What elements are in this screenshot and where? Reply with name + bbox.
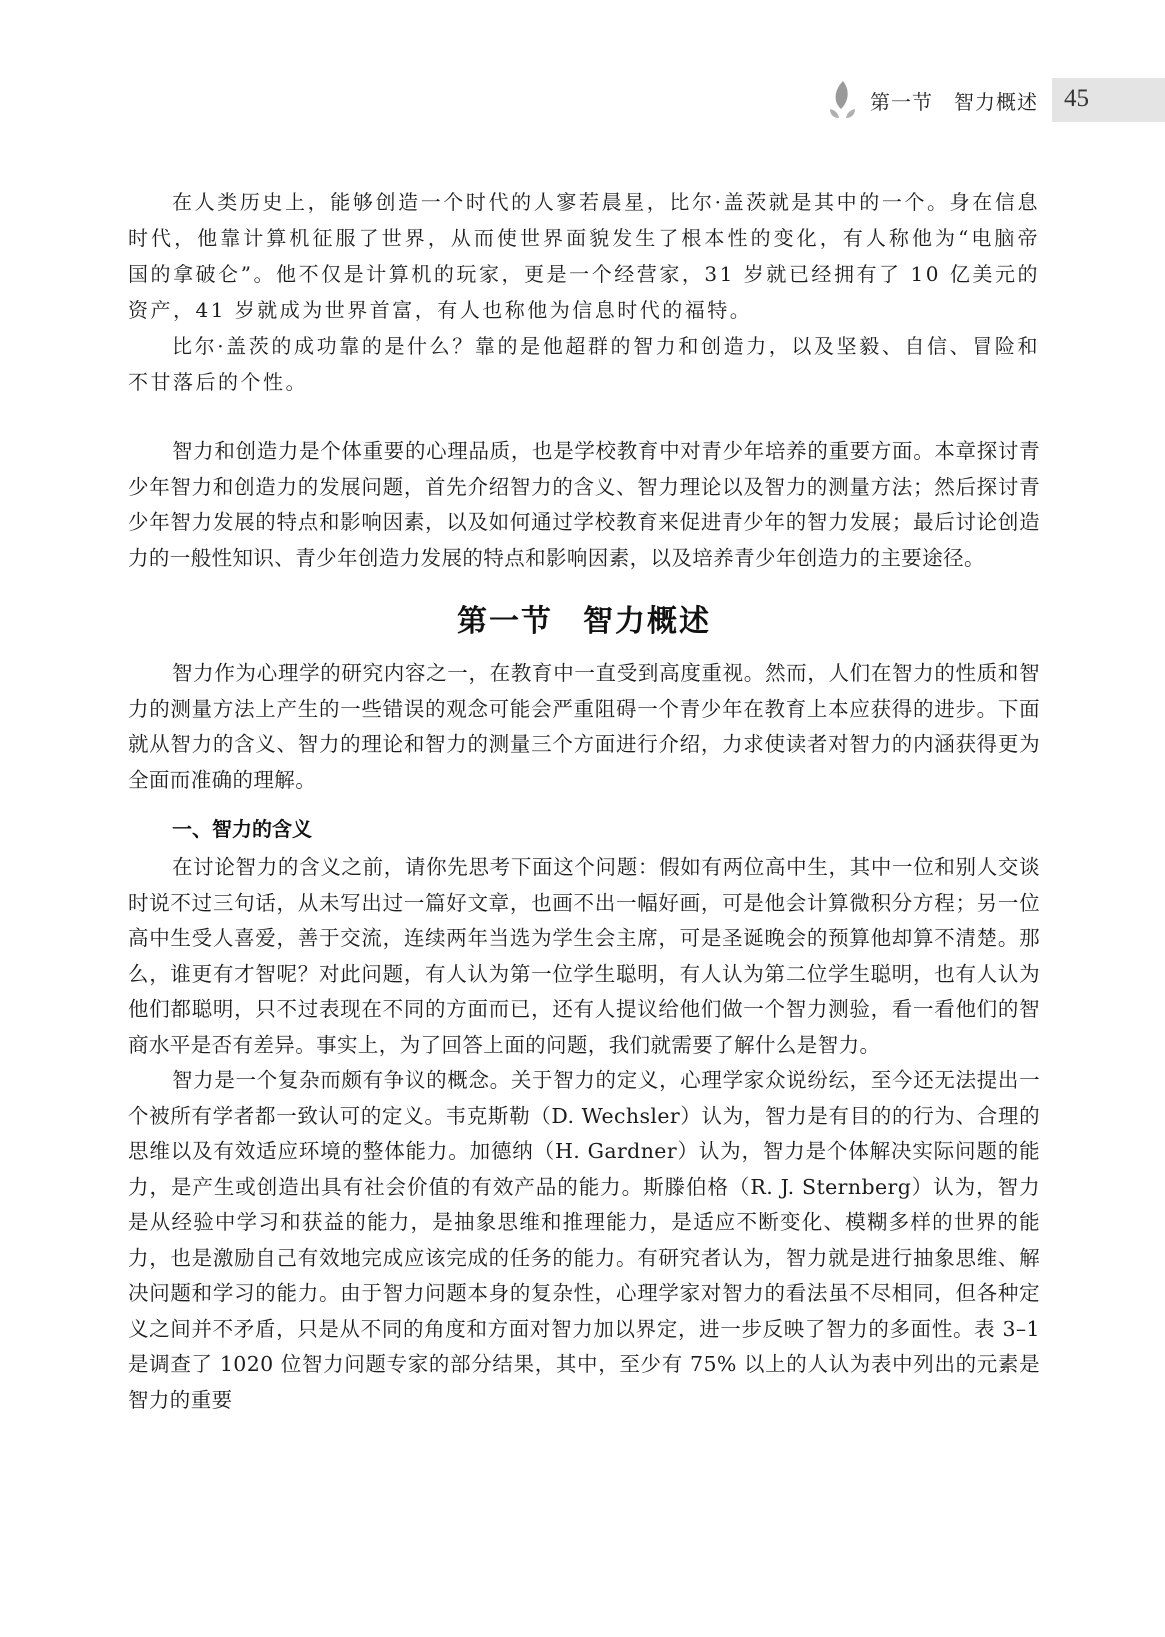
body-paragraph: 智力是一个复杂而颇有争议的概念。关于智力的定义，心理学家众说纷纭，至今还无法提出一个被所有学者都一致认可的定义。韦克斯勒（D. Wechsler）认为，智力是有目的的行为、合理的思维以及有效适应环境的整体能力。加德纳（H. Gardner）认为，智力是个体解决实际问题的能力，是产生或创造出具有社会价值的有效产品的能力。斯滕伯格（R. J. Sternberg）认为，智力是从经验中学习和获益的能力，是抽象思维和推理能力，是适应不断变化、模糊多样的世界的能力，也是激励自己有效地完成应该完成的任务的能力。有研究者认为，智力就是进行抽象思维、解决问题和学习的能力。由于智力问题本身的复杂性，心理学家对智力的看法虽不尽相同，但各种定义之间并不矛盾，只是从不同的角度和方面对智力加以界定，进一步反映了智力的多面性。表 3–1 是调查了 1020 位智力问题专家的部分结果，其中，至少有 75% 以上的人认为表中列出的元素是智力的重要	[128, 1068, 1040, 1412]
body-text	[128, 184, 1040, 1418]
subsection-heading: 一、智力的含义	[172, 817, 312, 841]
page-number-box	[1052, 78, 1165, 122]
intro-story-paragraph: 在人类历史上，能够创造一个时代的人寥若晨星，比尔·盖茨就是其中的一个。身在信息时代，他靠计算机征服了世界，从而使世界面貌发生了根本性的变化，有人称他为“电脑帝国的拿破仑”。他不仅是计算机的玩家，更是一个经营家，31 岁就已经拥有了 10 亿美元的资产，41 岁就成为世界首富，有人也称他为信息时代的福特。	[128, 190, 1040, 322]
section-intro-paragraph: 智力作为心理学的研究内容之一，在教育中一直受到高度重视。然而，人们在智力的性质和智力的测量方法上产生的一些错误的观念可能会严重阻碍一个青少年在教育上本应获得的进步。下面就从智力的含义、智力的理论和智力的测量三个方面进行介绍，力求使读者对智力的内涵获得更为全面而准确的理解。	[128, 661, 1040, 792]
running-header-title: 第一节 智力概述	[870, 90, 1038, 114]
leaf-icon	[824, 78, 860, 122]
body-paragraph: 在讨论智力的含义之前，请你先思考下面这个问题：假如有两位高中生，其中一位和别人交谈时说不过三句话，从未写出过一篇好文章，也画不出一幅好画，可是他会计算微积分方程；另一位高中生受人喜爱，善于交流，连续两年当选为学生会主席，可是圣诞晚会的预算他却算不清楚。那么，谁更有才智呢？对此问题，有人认为第一位学生聪明，有人认为第二位学生聪明，也有人认为他们都聪明，只不过表现在不同的方面而已，还有人提议给他们做一个智力测验，看一看他们的智商水平是否有差异。事实上，为了回答上面的问题，我们就需要了解什么是智力。	[128, 855, 1040, 1057]
intro-story-paragraph: 比尔·盖茨的成功靠的是什么？靠的是他超群的智力和创造力，以及坚毅、自信、冒险和不甘落后的个性。	[128, 334, 1040, 394]
section-title	[128, 596, 1040, 648]
running-header	[0, 78, 1165, 122]
chapter-overview-paragraph: 智力和创造力是个体重要的心理品质，也是学校教育中对青少年培养的重要方面。本章探讨青少年智力和创造力的发展问题，首先介绍智力的含义、智力理论以及智力的测量方法；然后探讨青少年智力发展的特点和影响因素，以及如何通过学校教育来促进青少年的智力发展；最后讨论创造力的一般性知识、青少年创造力发展的特点和影响因素，以及培养青少年创造力的主要途径。	[128, 439, 1040, 570]
section-title-text: 智力概述	[583, 604, 711, 639]
section-number: 第一节	[457, 604, 553, 639]
spacer	[128, 400, 1040, 434]
page-number: 45	[1064, 85, 1089, 112]
